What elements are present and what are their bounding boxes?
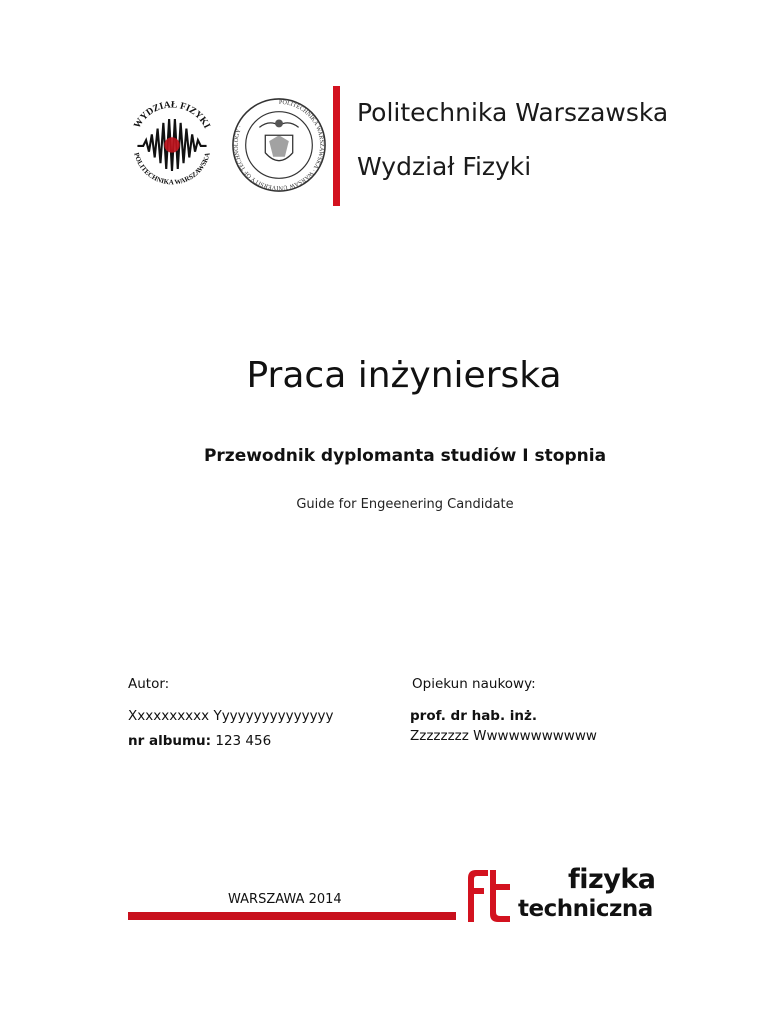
supervisor-title: prof. dr hab. inż. — [410, 708, 538, 724]
supervisor-label: Opiekun naukowy: — [412, 676, 536, 692]
author-name: Xxxxxxxxxx Yyyyyyyyyyyyyyy — [128, 708, 334, 724]
document-title: Praca inżynierska — [246, 355, 562, 396]
supervisor-name: Zzzzzzzz Wwwwwwwwwww — [410, 728, 597, 744]
faculty-name: Wydział Fizyki — [357, 152, 532, 181]
footer-rule — [128, 912, 456, 920]
svg-text:POLITECHNIKA WARSZAWSKA · WARS: POLITECHNIKA WARSZAWSKA · WARSAW UNIVERSITY OF TECHNOLOGY · — [233, 99, 325, 191]
header-accent-bar — [333, 86, 340, 206]
author-label: Autor: — [128, 676, 170, 692]
university-name: Politechnika Warszawska — [357, 98, 669, 127]
brand-word-techniczna: techniczna — [518, 896, 653, 922]
document-subtitle: Przewodnik dyplomanta studiów I stopnia — [203, 446, 607, 466]
album-label: nr albumu: — [128, 733, 212, 749]
city-year: WARSZAWA 2014 — [228, 892, 342, 907]
album-number-line — [128, 733, 271, 749]
album-number: 123 456 — [215, 733, 272, 749]
ft-logo-mark — [464, 866, 516, 924]
svg-text:POLITECHNIKA WARSZAWSKA: POLITECHNIKA WARSZAWSKA — [132, 151, 212, 187]
faculty-logo — [124, 96, 220, 192]
document-subtitle-english: Guide for Engeenering Candidate — [296, 497, 514, 512]
university-seal — [230, 96, 328, 194]
brand-word-fizyka: fizyka — [568, 864, 656, 895]
svg-text:WYDZIAŁ FIZYKI: WYDZIAŁ FIZYKI — [131, 99, 213, 131]
